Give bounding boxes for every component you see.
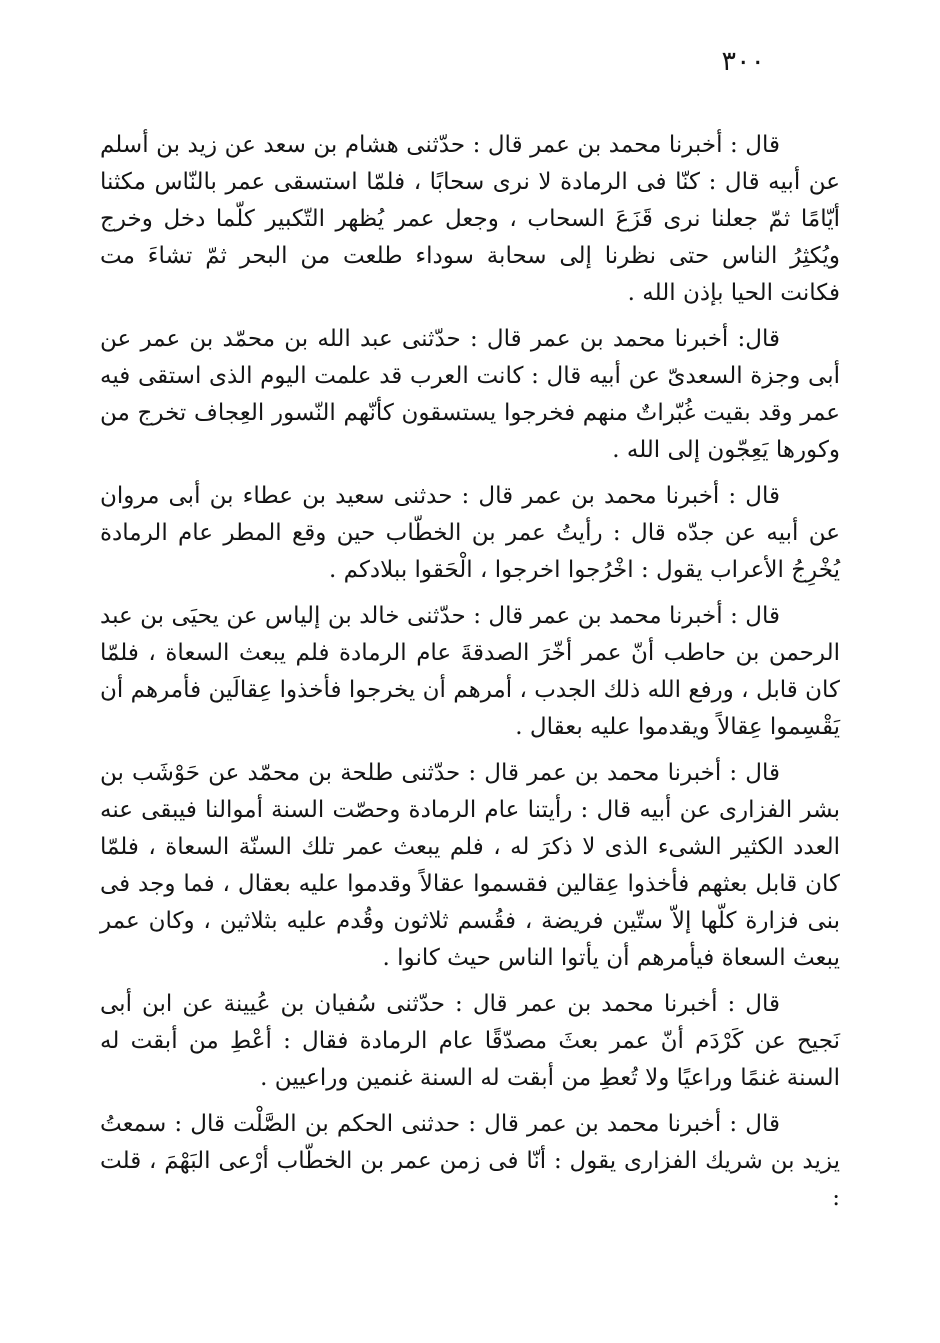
paragraph-7: قال : أخبرنا محمد بن عمر قال : حدثنى الحكم بن الصَّلْت قال : سمعتُ يزيد بن شريك الفزارى يقول : أنّا فى زمن عمر بن الخطّاب أرْعى البَهْمَ ، قلت : <box>100 1111 840 1211</box>
main-text <box>100 127 840 1226</box>
page-number: ٣٠٠ <box>721 46 765 77</box>
paragraph-1: قال : أخبرنا محمد بن عمر قال : حدّثنى هشام بن سعد عن زيد بن أسلم عن أبيه قال : كنّا فى الرمادة لا نرى سحابًا ، فلمّا استسقى عمر بالنّاس مكثنا أيّامًا ثمّ جعلنا نرى قَزَعَ السحاب ، وجعل عمر يُظهر التّكبير كلّما دخل وخرج ويُكثِرُ الناس حتى نظرنا إلى سحابة سوداء طلعت من البحر ثمّ تشاءَ مت فكانت الحيا بإذن الله . <box>100 132 841 306</box>
paragraph-3: قال : أخبرنا محمد بن عمر قال : حدثنى سعيد بن عطاء بن أبى مروان عن أبيه عن جدّه قال : رأيتُ عمر بن الخطّاب حين وقع المطر عام الرمادة يُخْرِجُ الأعراب يقول : اخْرُجوا اخرجوا ، الْحَقوا ببلادكم . <box>100 483 840 583</box>
paragraph-4: قال : أخبرنا محمد بن عمر قال : حدّثنى خالد بن إلياس عن يحيَى بن عبد الرحمن بن حاطب أنّ عمر أخّرَ الصدقةَ عام الرمادة فلم يبعث السعاة ، فلمّا كان قابل ، ورفع الله ذلك الجدب ، أمرهم أن يخرجوا فأخذوا عِقالَين فأمرهم أن يَقْسِموا عِقالاً ويقدموا عليه بعقال . <box>100 603 840 740</box>
paragraph-5: قال : أخبرنا محمد بن عمر قال : حدّثنى طلحة بن محمّد عن حَوْشَب بن بشر الفزارى عن أبيه قال : رأيتنا عام الرمادة وحصّت السنة أموالنا فيبقى عنه العدد الكثير الشىء الذى لا ذكرَ له ، فلم يبعث عمر تلك السنّة السعاة ، فلمّا كان قابل بعثهم فأخذوا عِقالين فقسموا عقالاً وقدموا عليه بعقال ، فما وجد فى بنى فزارة كلّها إلاّ ستّين فريضة ، فقُسم ثلاثون وقُدم عليه بثلاثين ، وكان عمر يبعث السعاة فيأمرهم أن يأتوا الناس حيث كانوا . <box>100 760 840 971</box>
paragraph-6: قال : أخبرنا محمد بن عمر قال : حدّثنى سُفيان بن عُيينة عن ابن أبى نَجيح عن كَرْدَم أنّ عمر بعثَ مصدّقًا عام الرمادة فقال : أعْطِ من أبقت له السنة غنمًا وراعيًا ولا تُعطِ من أبقت له السنة غنمين وراعيين . <box>100 991 840 1091</box>
paragraph-2: قال: أخبرنا محمد بن عمر قال : حدّثنى عبد الله بن محمّد بن عمر عن أبى وجزة السعدىّ عن أبيه قال : كانت العرب قد علمت اليوم الذى استقى فيه عمر وقد بقيت غُبّراتٌ منهم فخرجوا يستسقون كأنّهم النّسور العِجاف تخرج من وكورها يَعِجّون إلى الله . <box>100 326 840 463</box>
